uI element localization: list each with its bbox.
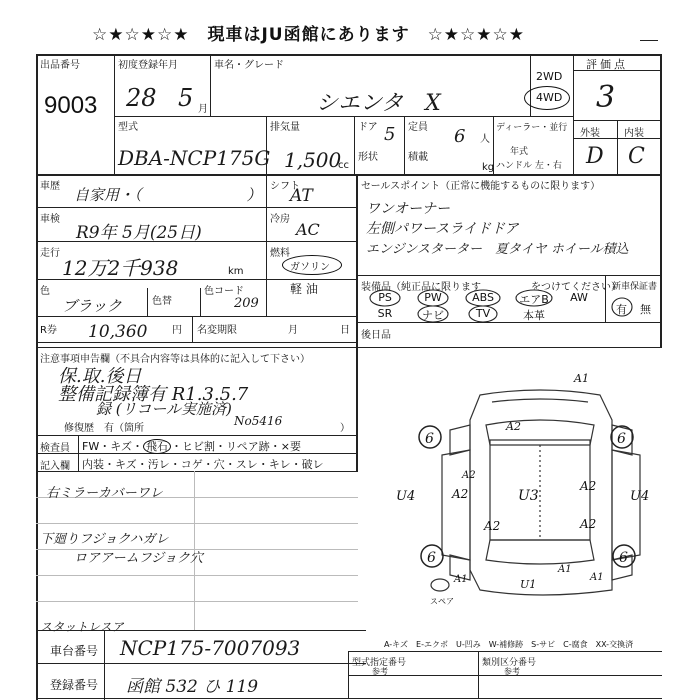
- mark-bumper-u1: U1: [520, 578, 537, 591]
- mark-rear-a1: A1: [558, 564, 572, 575]
- entry-item: スレ: [235, 458, 258, 471]
- entry-item: キレ: [268, 458, 291, 471]
- checker-item: FW: [82, 440, 100, 453]
- lot-number: 9003: [44, 92, 98, 119]
- fuel-option-gasoline: ガソリン: [290, 262, 330, 273]
- first-reg-year: 28: [126, 84, 157, 112]
- checker-item: 飛石: [143, 439, 171, 454]
- capacity-label: 定員: [408, 122, 428, 133]
- entry-label: 記入欄: [40, 461, 70, 472]
- note-line-1: 保.取.後日: [58, 366, 142, 387]
- model-value: DBA-NCP175G: [118, 146, 271, 170]
- car-name-label: 車名・グレード: [214, 60, 284, 71]
- car-right-side: [612, 450, 640, 560]
- car-windshield: [486, 420, 594, 445]
- load-unit: kg: [482, 162, 495, 173]
- damage-legend: A-キズ E-エクボ U-凹み W-補修跡 S-サビ C-腐食 XX-交換済: [384, 640, 634, 649]
- note-line-4: No5416: [234, 414, 283, 428]
- sales-points-label: セールスポイント（正常に機能するものに限ります）: [361, 181, 601, 192]
- mileage-value: 12万2千938: [62, 256, 179, 280]
- note-line-2: 整備記録簿有 R1.3.5.7: [58, 384, 249, 405]
- sales-point-1: ワンオーナー: [366, 201, 450, 217]
- mark-right-u4: U4: [630, 489, 650, 504]
- checker-sep: ・: [171, 440, 182, 453]
- spare-label: スペア: [430, 597, 454, 606]
- entry-sep: ・: [290, 458, 302, 471]
- mileage-label: 走行: [40, 248, 60, 259]
- sales-point-3: エンジンスターター 夏タイヤ ホイール積込: [366, 242, 629, 257]
- shape-label: 形状: [358, 152, 378, 163]
- grade-label: 評価点: [586, 58, 628, 71]
- reference-label-2: 参考: [504, 667, 520, 676]
- name-change-day: 日: [340, 325, 350, 336]
- displacement-unit: cc: [338, 160, 349, 171]
- lot-label: 出品番号: [40, 60, 80, 71]
- mark-left-u4: U4: [396, 489, 416, 504]
- car-rear-window: [486, 540, 594, 564]
- first-reg-month: 5: [178, 84, 194, 112]
- checker-sep: ・: [132, 440, 143, 453]
- entry-item: コゲ: [180, 458, 203, 471]
- car-hood: [492, 399, 588, 402]
- model-label: 型式: [118, 122, 138, 133]
- dealer-label: ディーラー・並行: [496, 123, 568, 133]
- aircon-label: 冷房: [270, 214, 290, 225]
- repair-close: ）: [340, 423, 350, 434]
- tax-label: R券: [40, 325, 57, 336]
- mark-bumper-a1: A1: [590, 572, 604, 583]
- inspection-value: R9年 5月(25日): [76, 223, 202, 243]
- first-reg-label: 初度登録年月: [118, 60, 178, 71]
- comment-2: 下廻りフジョクハガレ: [40, 532, 169, 547]
- warranty-option-no: 無: [640, 303, 651, 316]
- checker-item: キズ: [110, 440, 132, 453]
- color-label: 色: [40, 286, 50, 297]
- exterior-label: 外装: [580, 128, 600, 139]
- category-label: 類別区分番号: [482, 658, 537, 668]
- equip-aw: AW: [570, 291, 588, 304]
- shift-value: AT: [290, 186, 313, 206]
- history-label: 車歴: [40, 181, 60, 192]
- comment-1: 右ミラーカバーワレ: [46, 486, 163, 501]
- equip-navi: ナビ: [422, 309, 444, 322]
- equip-abs: ABS: [472, 291, 494, 304]
- load-label: 積載: [408, 152, 428, 163]
- equipment-label: 装備品（純正品に限ります をつけてください）: [361, 282, 621, 293]
- handle-label: ハンドル 左・右: [496, 161, 562, 171]
- equip-tv: TV: [475, 307, 491, 320]
- grade-score: 3: [596, 80, 616, 115]
- equip-leather: 本革: [523, 309, 545, 322]
- doors-value: 5: [384, 124, 396, 145]
- entry-sep: ・: [104, 458, 115, 471]
- entry-item: 内装: [82, 458, 104, 471]
- shift-label: シフト: [270, 181, 300, 192]
- checker-sep: ・: [269, 440, 281, 453]
- misc-comment: スタットレスア: [40, 620, 124, 634]
- tax-unit: 円: [172, 325, 182, 336]
- history-value: 自家用・（ ）: [74, 186, 262, 204]
- entry-sep: ・: [257, 458, 269, 471]
- entry-sep: ・: [224, 458, 236, 471]
- warranty-option-yes: 有: [616, 303, 627, 316]
- entry-sep: ・: [202, 458, 214, 471]
- mark-tire-rl: 6: [427, 550, 436, 566]
- name-change-month: 月: [288, 325, 298, 336]
- equip-airbag: エアB: [519, 293, 549, 306]
- sales-point-2: 左側パワースライドドア: [366, 221, 519, 237]
- mileage-unit: km: [228, 266, 244, 277]
- checker-item: リペア跡: [226, 440, 270, 453]
- equip-ps: PS: [378, 291, 392, 304]
- mark-tire-rr: 6: [619, 550, 628, 566]
- year-label: 年式: [510, 147, 529, 157]
- displacement-value: 1,500: [284, 148, 342, 172]
- car-left-side: [442, 450, 470, 560]
- fuel-option-diesel: 軽 油: [290, 282, 318, 296]
- entry-item: キズ: [115, 458, 137, 471]
- post-input-label: 後日品: [361, 330, 391, 341]
- mark-left-a2: A2: [452, 487, 469, 501]
- plate-value: 函館 532 ひ 119: [126, 677, 259, 697]
- car-name: シエンタ X: [316, 91, 441, 116]
- aircon-value: AC: [296, 220, 320, 239]
- model-designation-label: 型式指定番号: [352, 658, 407, 668]
- first-reg-month-unit: 月: [198, 104, 208, 115]
- mark-rear-left-a2: A2: [484, 519, 501, 533]
- comment-3: ロアアームフジョク穴: [74, 551, 203, 566]
- interior-grade: C: [628, 144, 645, 169]
- car-left-front-panel: [450, 425, 470, 455]
- mark-tire-fr: 6: [617, 431, 626, 447]
- inspection-label: 車検: [40, 214, 60, 225]
- repair-label: 修復歴 有（箇所: [64, 423, 144, 434]
- entry-item: 汚レ: [147, 458, 170, 471]
- mark-roof-u3: U3: [518, 488, 539, 504]
- equip-sr: SR: [377, 307, 393, 320]
- exterior-grade: D: [586, 144, 604, 169]
- mark-tire-fl: 6: [425, 431, 434, 447]
- capacity-unit: 人: [480, 134, 490, 145]
- spare-tire: [431, 579, 449, 591]
- checker-sep: ・: [215, 440, 226, 453]
- equip-pw: PW: [424, 291, 442, 304]
- note-line-3: 録 (リコール実施済): [96, 400, 232, 418]
- mark-hood-a2: A2: [506, 420, 521, 433]
- name-change-label: 名変期限: [197, 325, 237, 336]
- mark-rear-right-a2: A2: [580, 517, 597, 531]
- fuel-label: 燃料: [270, 248, 290, 259]
- mark-side-a2: A2: [462, 470, 476, 481]
- displacement-label: 排気量: [270, 122, 300, 133]
- reference-label-1: 参考: [372, 667, 388, 676]
- color-code-label: 色コード: [204, 286, 244, 297]
- checker-item: ×要: [280, 440, 301, 453]
- interior-label: 内装: [624, 128, 644, 139]
- page-title: ☆★☆★☆★ 現車はJU函館にあります ☆★☆★☆★: [92, 25, 526, 45]
- capacity-value: 6: [454, 126, 466, 147]
- color-change-label: 色替: [152, 296, 172, 307]
- chassis-value: NCP175-7007093: [120, 636, 301, 660]
- entry-sep: ・: [136, 458, 148, 471]
- checker-item: ヒビ割: [182, 440, 215, 453]
- notes-label: 注意事項申告欄（不具合内容等は具体的に記入して下さい）: [40, 354, 310, 365]
- drive-4wd: 4WD: [536, 91, 563, 104]
- doors-label: ドア: [358, 122, 378, 133]
- mark-corner-a1: A1: [454, 574, 468, 585]
- plate-label: 登録番号: [50, 678, 99, 692]
- tax-value: 10,360: [88, 322, 148, 342]
- checker-sep: ・: [99, 440, 111, 453]
- checker-label: 検査員: [40, 443, 70, 454]
- entry-sep: ・: [169, 458, 181, 471]
- mark-top-a1: A1: [574, 372, 589, 385]
- entry-item: 穴: [213, 458, 225, 471]
- drive-2wd: 2WD: [536, 70, 563, 83]
- entry-item: 破レ: [301, 458, 324, 471]
- chassis-label: 車台番号: [50, 644, 99, 658]
- color-value: ブラック: [62, 297, 122, 315]
- mark-right-a2: A2: [580, 479, 597, 493]
- warranty-label: 新車保証書: [612, 282, 658, 292]
- color-code: 209: [234, 296, 259, 311]
